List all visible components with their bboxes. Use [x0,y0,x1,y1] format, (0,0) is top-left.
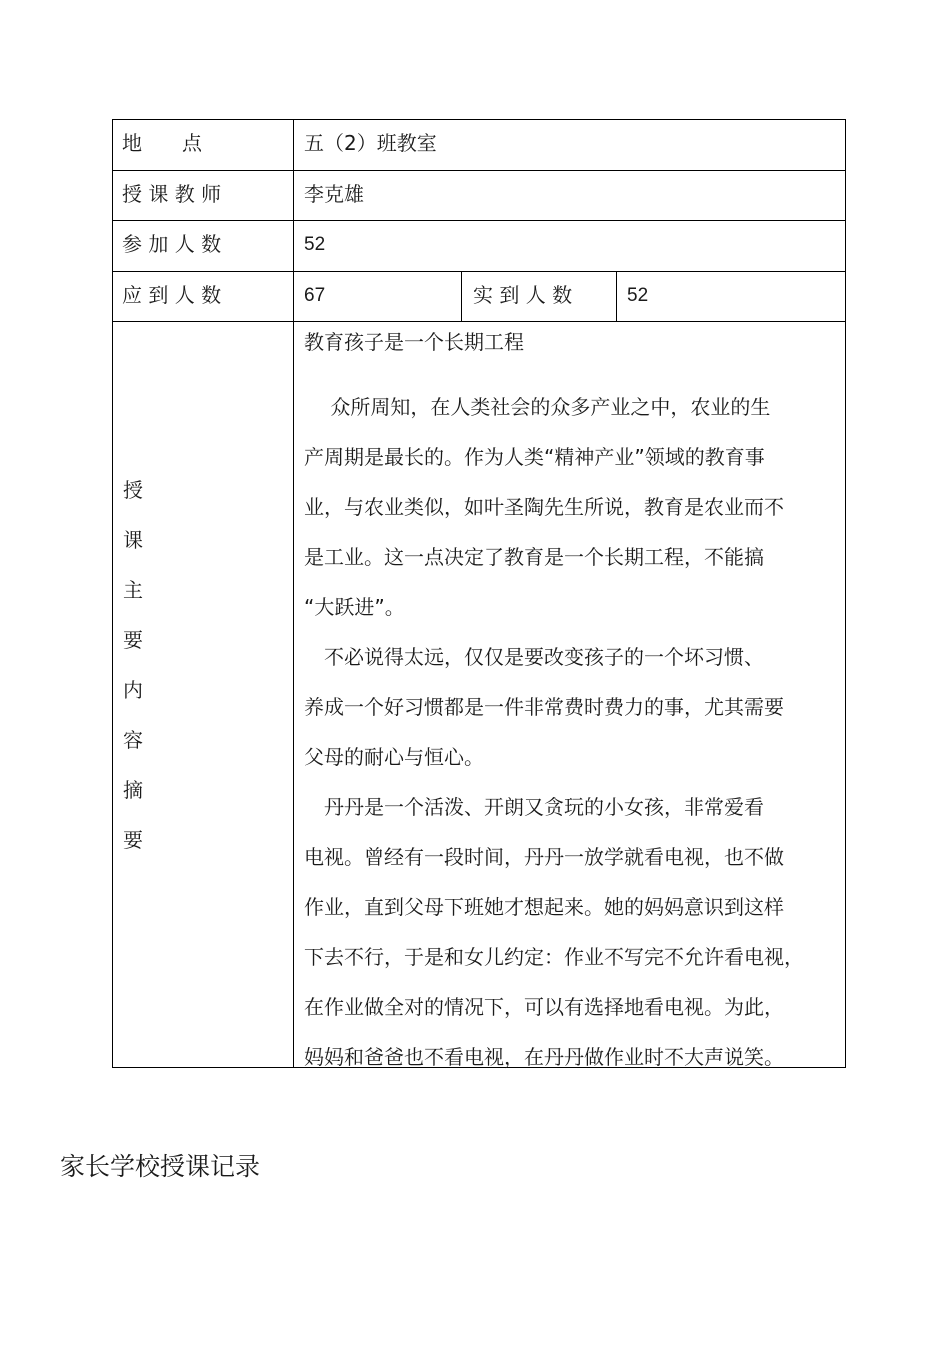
page-title: 家长学校授课记录 [60,1152,261,1181]
summary-line: 父母的耐心与恒心。 [304,745,484,769]
summary-label-char: 要 [123,828,143,852]
participants-value: 52 [304,234,326,255]
summary-content [304,332,824,1082]
summary-line: 妈妈和爸爸也不看电视，在丹丹做作业时不大声说笑。 [304,1045,784,1069]
column-divider [461,271,462,321]
summary-line: 是工业。这一点决定了教育是一个长期工程，不能搞 [304,545,764,569]
actual-value: 52 [627,285,649,306]
summary-label [123,480,153,880]
expected-label: 应 到 人 数 [122,283,222,307]
location-value: 五（2）班教室 [304,131,437,155]
summary-line: 作业，直到父母下班她才想起来。她的妈妈意识到这样 [304,895,784,919]
summary-line: 电视。曾经有一段时间，丹丹一放学就看电视，也不做 [304,845,784,869]
summary-label-char: 课 [123,528,143,552]
teacher-value: 李克雄 [304,182,364,206]
column-divider [616,271,617,321]
row-divider [113,271,845,272]
summary-line: 众所周知，在人类社会的众多产业之中，农业的生 [304,395,771,419]
expected-value: 67 [304,285,326,306]
column-divider [293,120,294,1067]
summary-title: 教育孩子是一个长期工程 [304,330,524,354]
summary-line: 不必说得太远，仅仅是要改变孩子的一个坏习惯、 [304,645,764,669]
row-divider [113,220,845,221]
summary-line: 丹丹是一个活泼、开朗又贪玩的小女孩，非常爱看 [304,795,764,819]
summary-label-char: 摘 [123,778,143,802]
row-divider [113,321,845,322]
summary-line: 下去不行，于是和女儿约定：作业不写完不允许看电视， [304,945,804,969]
participants-label: 参 加 人 数 [122,232,222,256]
actual-label: 实 到 人 数 [473,283,573,307]
lesson-record-table [112,119,846,1068]
summary-line: 产周期是最长的。作为人类“精神产业”领域的教育事 [304,445,765,469]
location-label: 地 点 [122,131,202,155]
summary-label-char: 授 [123,478,143,502]
summary-line: 业，与农业类似，如叶圣陶先生所说，教育是农业而不 [304,495,784,519]
teacher-label: 授 课 教 师 [122,182,222,206]
summary-line: 养成一个好习惯都是一件非常费时费力的事，尤其需要 [304,695,784,719]
summary-label-char: 容 [123,728,143,752]
summary-line: 在作业做全对的情况下，可以有选择地看电视。为此， [304,995,784,1019]
summary-line: “大跃进”。 [304,595,405,619]
row-divider [113,170,845,171]
summary-label-char: 要 [123,628,143,652]
summary-label-char: 主 [123,578,143,602]
summary-label-char: 内 [123,678,143,702]
